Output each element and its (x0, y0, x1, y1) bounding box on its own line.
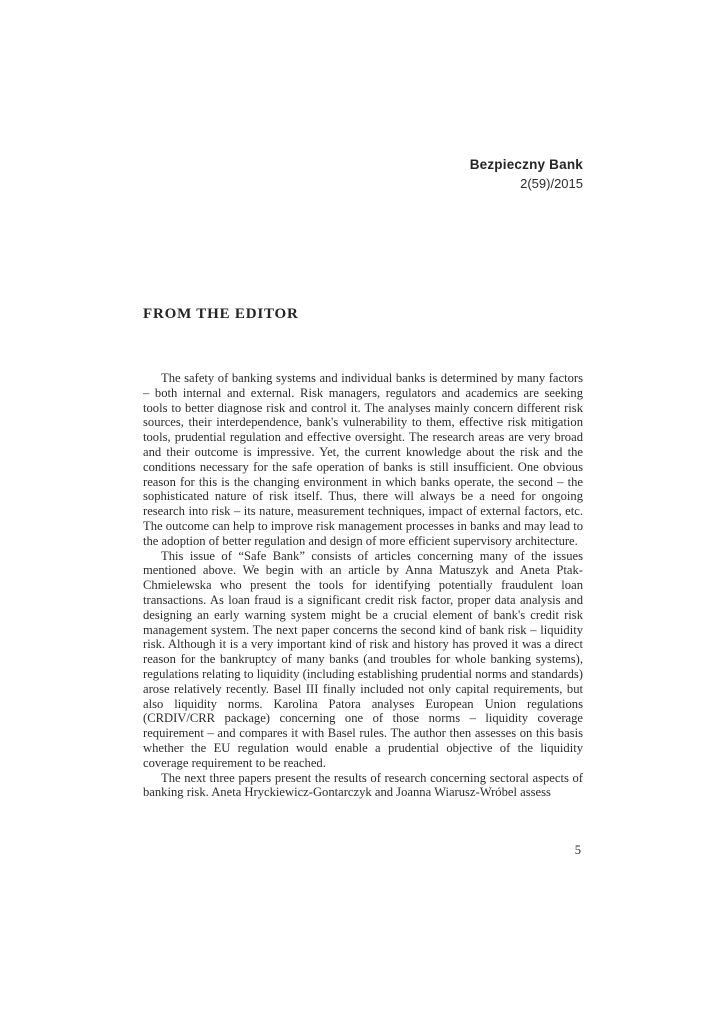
journal-issue-number: 2(59)/2015 (520, 176, 583, 191)
page-number: 5 (574, 843, 581, 857)
section-heading: FROM THE EDITOR (143, 306, 299, 322)
editorial-body (143, 371, 583, 800)
journal-title: Bezpieczny Bank (469, 157, 583, 172)
journal-header (470, 156, 583, 195)
editorial-paragraph-3: The next three papers present the results of research concerning sectoral aspects of banking risk. Aneta Hryckiewicz-Gontarczyk and Joanna Wiarusz-Wróbel assess (143, 770, 583, 800)
editorial-paragraph-1: The safety of banking systems and individual banks is determined by many factors – both internal and external. Risk managers, regulators and academics are seeking tools to better diagnose risk and control it. The analyses mainly concern different risk sources, their interdependence, bank's vulnerability to them, effective risk mitigation tools, prudential regulation and effective oversight. The research areas are very broad and their outcome is impressive. Yet, the current knowledge about the risk and the conditions necessary for the safe operation of banks is still insufficient. One obvious reason for this is the changing environment in which banks operate, the second – the sophisticated nature of risk itself. Thus, there will always be a need for ongoing research into risk – its nature, measurement techniques, impact of external factors, etc. The outcome can help to improve risk management processes in banks and may lead to the adoption of better regulation and design of more efficient supervisory architecture. (143, 371, 583, 548)
editorial-paragraph-2: This issue of “Safe Bank” consists of articles concerning many of the issues mentioned above. We begin with an article by Anna Matuszyk and Aneta Ptak-Chmielewska who present the tools for identifying potentially fraudulent loan transactions. As loan fraud is a significant credit risk factor, proper data analysis and designing an early warning system might be a crucial element of bank's credit risk management system. The next paper concerns the second kind of bank risk – liquidity risk. Although it is a very important kind of risk and history has proved it was a direct reason for the bankruptcy of many banks (and troubles for whole banking systems), regulations relating to liquidity (including establishing prudential norms and standards) arose relatively recently. Basel III finally included not only capital requirements, but also liquidity norms. Karolina Patora analyses European Union regulations (CRDIV/CRR package) concerning one of those norms – liquidity coverage requirement – and compares it with Basel rules. The author then assesses on this basis whether the EU regulation would enable a prudential objective of the liquidity coverage requirement to be reached. (143, 548, 583, 770)
